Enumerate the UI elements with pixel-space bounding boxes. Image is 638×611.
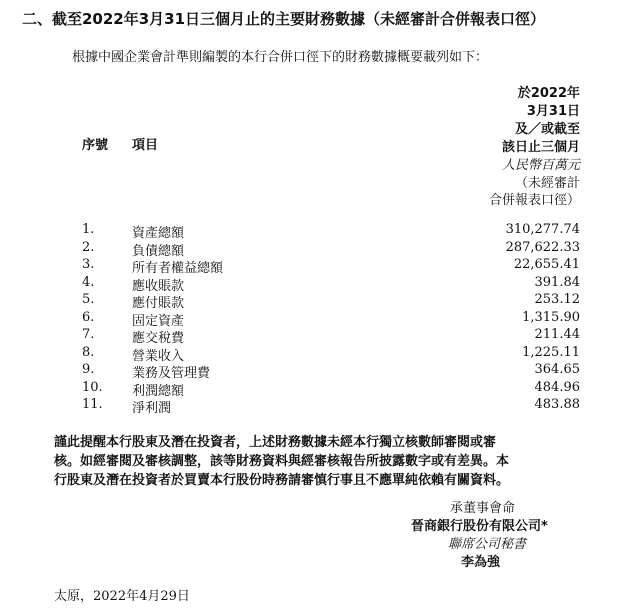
table-row: [0, 240, 638, 257]
column-header-item: 項目: [132, 138, 159, 153]
row-number: 11.: [82, 397, 103, 412]
table-row: [0, 345, 638, 362]
notice-line-1: 謹此提醒本行股東及潛在投資者，上述財務數據未經本行獨立核數師審閱或審: [54, 435, 497, 450]
row-item: 所有者權益總額: [132, 261, 224, 276]
row-item: 業務及管理費: [132, 366, 211, 381]
row-number: 4.: [82, 275, 95, 290]
table-row: [0, 257, 638, 274]
header-date-line-1: 於2022年: [517, 86, 580, 101]
signature-name: 李為強: [461, 555, 501, 570]
row-number: 2.: [82, 240, 95, 255]
row-item: 負債總額: [132, 244, 185, 259]
row-item: 資產總額: [132, 226, 185, 241]
row-number: 9.: [82, 362, 95, 377]
row-value: 364.65: [534, 362, 580, 377]
row-value: 391.84: [534, 275, 580, 290]
row-value: 483.88: [534, 397, 580, 412]
header-note-line-2: 合併報表口徑）: [488, 193, 580, 208]
table-row: [0, 397, 638, 414]
table-row: [0, 275, 638, 292]
table-row: [0, 310, 638, 327]
signature-company: 晉商銀行股份有限公司*: [411, 519, 548, 534]
row-item: 淨利潤: [132, 401, 172, 416]
row-value: 253.12: [534, 292, 580, 307]
table-row: [0, 292, 638, 309]
row-item: 固定資產: [132, 314, 185, 329]
column-header-seq: 序號: [82, 138, 109, 153]
row-value: 310,277.74: [505, 222, 580, 237]
row-value: 1,225.11: [522, 345, 580, 360]
row-item: 應收賬款: [132, 279, 185, 294]
row-item: 應付賬款: [132, 296, 185, 311]
row-item: 營業收入: [132, 349, 185, 364]
header-date-line-3: 及／或截至: [514, 122, 580, 137]
signature-position: 聯席公司秘書: [448, 537, 527, 552]
row-value: 484.96: [534, 380, 580, 395]
row-number: 8.: [82, 345, 95, 360]
row-value: 1,315.90: [522, 310, 580, 325]
row-number: 3.: [82, 257, 95, 272]
row-value: 22,655.41: [513, 257, 580, 272]
header-date-line-4: 該日止三個月: [501, 140, 580, 155]
row-number: 5.: [82, 292, 95, 307]
signature-by-order: 承董事會命: [450, 501, 516, 516]
row-number: 6.: [82, 310, 95, 325]
row-item: 利潤總額: [132, 384, 185, 399]
footer-place-date: 太原，2022年4月29日: [54, 589, 190, 604]
row-number: 10.: [82, 380, 103, 395]
table-row: [0, 222, 638, 239]
header-note-line-1: （未經審計: [514, 176, 580, 191]
row-number: 1.: [82, 222, 95, 237]
row-value: 287,622.33: [505, 240, 580, 255]
header-currency: 人民幣百萬元: [501, 158, 580, 173]
table-row: [0, 362, 638, 379]
row-number: 7.: [82, 327, 95, 342]
row-value: 211.44: [534, 327, 580, 342]
intro-text: 根據中國企業會計準則編製的本行合併口徑下的財務數據概要載列如下：: [72, 50, 489, 65]
section-title: 二、截至2022年3月31日三個月止的主要財務數據（未經審計合併報表口徑）: [22, 10, 546, 28]
table-row: [0, 327, 638, 344]
notice-line-2: 核。如經審閱及審核調整，該等財務資料與經審核報告所披露數字或有差異。本: [54, 454, 510, 469]
header-date-line-2: 3月31日: [526, 104, 580, 119]
row-item: 應交稅費: [132, 331, 185, 346]
notice-line-3: 行股東及潛在投資者於買賣本行股份時務請審慎行事且不應單純依賴有關資料。: [54, 473, 510, 488]
table-row: [0, 380, 638, 397]
